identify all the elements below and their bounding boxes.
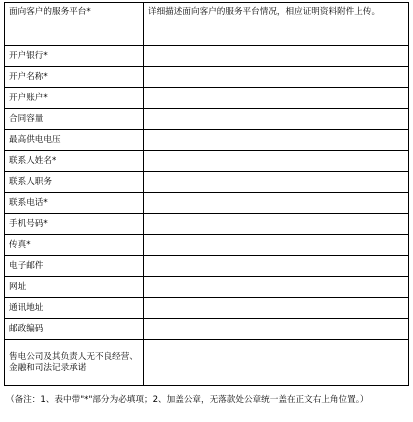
field-value-postcode[interactable]: [144, 319, 409, 340]
field-value-contract-capacity[interactable]: [144, 109, 409, 130]
field-label-account-number: 开户账户*: [5, 88, 144, 109]
field-label-website: 网址: [5, 277, 144, 298]
table-row: [5, 109, 409, 130]
field-value-mobile[interactable]: [144, 214, 409, 235]
field-label-contact-title: 联系人职务: [5, 172, 144, 193]
field-value-account-number[interactable]: [144, 88, 409, 109]
table-row: [5, 130, 409, 151]
table-row: [5, 3, 409, 46]
table-row: [5, 214, 409, 235]
footnote: （备注：1、表中带"*"部分为必填项；2、加盖公章，无落款处公章统一盖在正文右上角位置。）: [6, 395, 369, 405]
table-row: [5, 340, 409, 386]
table-row: [5, 235, 409, 256]
field-label-email: 电子邮件: [5, 256, 144, 277]
field-value-max-voltage[interactable]: [144, 130, 409, 151]
table-row: [5, 256, 409, 277]
field-value-account-name[interactable]: [144, 67, 409, 88]
table-row: [5, 46, 409, 67]
field-label-no-bad-record-commitment: 售电公司及其负责人无不良经营、金融和司法记录承诺: [5, 340, 144, 386]
field-label-bank: 开户银行*: [5, 46, 144, 67]
field-value-website[interactable]: [144, 277, 409, 298]
field-value-no-bad-record-commitment[interactable]: [144, 340, 409, 386]
table-row: [5, 151, 409, 172]
field-value-contact-title[interactable]: [144, 172, 409, 193]
table-row: [5, 193, 409, 214]
table-row: [5, 67, 409, 88]
field-value-bank[interactable]: [144, 46, 409, 67]
field-label-address: 通讯地址: [5, 298, 144, 319]
field-value-email[interactable]: [144, 256, 409, 277]
field-label-service-platform: 面向客户的服务平台*: [5, 3, 144, 46]
field-label-contact-name: 联系人姓名*: [5, 151, 144, 172]
field-value-contact-name[interactable]: [144, 151, 409, 172]
field-label-contract-capacity: 合同容量: [5, 109, 144, 130]
table-row: [5, 298, 409, 319]
field-label-max-voltage: 最高供电电压: [5, 130, 144, 151]
table-row: [5, 172, 409, 193]
table-row: [5, 277, 409, 298]
field-label-phone: 联系电话*: [5, 193, 144, 214]
field-label-account-name: 开户名称*: [5, 67, 144, 88]
field-value-fax[interactable]: [144, 235, 409, 256]
field-value-service-platform[interactable]: 详细描述面向客户的服务平台情况，相应证明资料附件上传。: [144, 3, 409, 46]
table-row: [5, 88, 409, 109]
field-label-postcode: 邮政编码: [5, 319, 144, 340]
field-value-phone[interactable]: [144, 193, 409, 214]
table-row: [5, 319, 409, 340]
field-value-address[interactable]: [144, 298, 409, 319]
field-label-mobile: 手机号码*: [5, 214, 144, 235]
field-label-fax: 传真*: [5, 235, 144, 256]
registration-form-table: [4, 2, 409, 386]
